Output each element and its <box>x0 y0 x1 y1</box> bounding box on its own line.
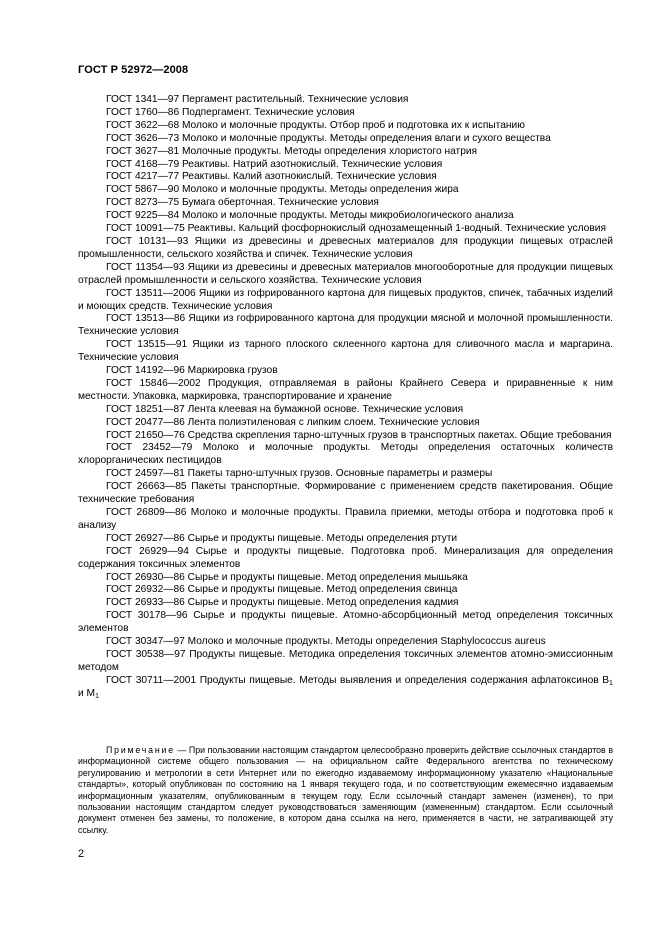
reference-item: ГОСТ 14192—96 Маркировка грузов <box>106 365 278 377</box>
reference-item: ГОСТ 13513—86 Ящики из гофрированного картона для продукции мясной и молочной промышленности. Технические условия <box>78 313 613 338</box>
reference-item: ГОСТ 30538—97 Продукты пищевые. Методика определения токсичных элементов атомно-эмиссионным методом <box>78 648 613 673</box>
reference-item: ГОСТ 20477—86 Лента полиэтиленовая с липким слоем. Технические условия <box>106 416 480 428</box>
reference-item: ГОСТ 30178—96 Сырье и продукты пищевые. Атомно-абсорбционный метод определения токсичных элементов <box>78 610 613 635</box>
reference-item: ГОСТ 10131—93 Ящики из древесины и древесных материалов для продукции пищевых отраслей промышленности, сельского хозяйства и спичек. Технические условия <box>78 235 613 260</box>
reference-item: ГОСТ 24597—81 Пакеты тарно-штучных грузов. Основные параметры и размеры <box>106 468 493 480</box>
reference-item: ГОСТ 30347—97 Молоко и молочные продукты. Методы определения Staphylococcus aureus <box>106 636 546 648</box>
reference-item: ГОСТ 3622—68 Молоко и молочные продукты. Отбор проб и подготовка их к испытанию <box>106 119 525 131</box>
subscript: 1 <box>95 691 99 700</box>
reference-item: ГОСТ 11354—93 Ящики из древесины и древесных материалов многооборотные для продукции пищевых отраслей промышленности и сельского хозяйства. Технические условия <box>78 261 613 286</box>
reference-item: ГОСТ 21650—76 Средства скрепления тарно-штучных грузов в транспортных пакетах. Общие требования <box>106 429 612 441</box>
reference-item: ГОСТ 9225—84 Молоко и молочные продукты. Методы микробиологического анализа <box>106 210 514 222</box>
reference-item: ГОСТ 26930—86 Сырье и продукты пищевые. Метод определения мышьяка <box>106 571 468 583</box>
reference-item: ГОСТ 8273—75 Бумага оберточная. Технические условия <box>106 197 379 209</box>
note-text: При пользовании настоящим стандартом целесообразно проверить действие ссылочных стандартов в информационной системе общего пользования — на официальном сайте Федерального агентства по техническому регулированию и метрологии в сети Интернет или по ежегодно издаваемому информационному указателю «Национальные стандарты», который опубликован по состоянию на 1 января текущего года, и по соответствующим ежемесячно издаваемым информационным указателям, опубликованным в текущем году. Если ссылочный стандарт заменен (изменен), то при пользовании настоящим стандартом следует руководствоваться заменяющим (измененным) стандартом. Если ссылочный документ отменен без замены, то положение, в котором дана ссылка на него, применяется в части, не затрагивающей эту ссылку. <box>78 745 614 835</box>
reference-item: ГОСТ 3626—73 Молоко и молочные продукты. Методы определения влаги и сухого вещества <box>106 132 551 144</box>
reference-item: ГОСТ 1341—97 Пергамент растительный. Технические условия <box>106 94 409 105</box>
reference-text: ГОСТ 30711—2001 Продукты пищевые. Методы выявления и определения содержания афлатоксинов B <box>106 674 610 686</box>
reference-item: ГОСТ 26809—86 Молоко и молочные продукты. Правила приемки, методы отбора и подготовка проб к анализу <box>78 507 613 531</box>
note-block <box>78 745 613 836</box>
reference-item: ГОСТ 26933—86 Сырье и продукты пищевые. Метод определения кадмия <box>106 597 459 609</box>
document-header: ГОСТ Р 52972—2008 <box>78 64 189 76</box>
reference-item: ГОСТ 26932—86 Сырье и продукты пищевые. Метод определения свинца <box>106 584 458 596</box>
note-dash: — <box>174 745 189 755</box>
reference-item-aflatoxins <box>78 675 613 701</box>
reference-item: ГОСТ 13515—91 Ящики из тарного плоского склеенного картона для сливочного масла и маргарина. Технические условия <box>78 339 613 364</box>
reference-item: ГОСТ 3627—81 Молочные продукты. Методы определения хлористого натрия <box>106 145 478 157</box>
page-number: 2 <box>78 848 85 860</box>
subscript: 1 <box>609 678 613 687</box>
reference-text-mid: и M <box>78 687 96 699</box>
reference-item: ГОСТ 10091—75 Реактивы. Кальций фосфорнокислый однозамещенный 1-водный. Технические условия <box>106 223 606 235</box>
reference-item: ГОСТ 18251—87 Лента клеевая на бумажной основе. Технические условия <box>106 403 464 415</box>
note-label: Примечание <box>106 745 175 755</box>
reference-item: ГОСТ 26663—85 Пакеты транспортные. Формирование с применением средств пакетирования. Общие технические требования <box>78 481 613 506</box>
reference-item: ГОСТ 5867—90 Молоко и молочные продукты. Методы определения жира <box>106 184 459 196</box>
reference-item: ГОСТ 26929—94 Сырье и продукты пищевые. Подготовка проб. Минерализация для определения содержания токсичных элементов <box>78 545 613 570</box>
reference-list <box>78 94 613 701</box>
reference-item: ГОСТ 23452—79 Молоко и молочные продукты. Методы определения остаточных количеств хлорорганических пестицидов <box>78 442 613 467</box>
reference-item: ГОСТ 26927—86 Сырье и продукты пищевые. Методы определения ртути <box>106 532 458 544</box>
reference-item: ГОСТ 1760—86 Подпергамент. Технические условия <box>106 106 355 118</box>
reference-item: ГОСТ 15846—2002 Продукция, отправляемая в районы Крайнего Севера и приравненные к ним местности. Упаковка, маркировка, транспортирование и хранение <box>78 377 613 402</box>
reference-item: ГОСТ 13511—2006 Ящики из гофрированного картона для пищевых продуктов, спичек, табачных изделий и моющих средств. Технические условия <box>78 287 613 312</box>
reference-item: ГОСТ 4168—79 Реактивы. Натрий азотнокислый. Технические условия <box>106 158 443 170</box>
reference-item: ГОСТ 4217—77 Реактивы. Калий азотнокислый. Технические условия <box>106 171 437 183</box>
